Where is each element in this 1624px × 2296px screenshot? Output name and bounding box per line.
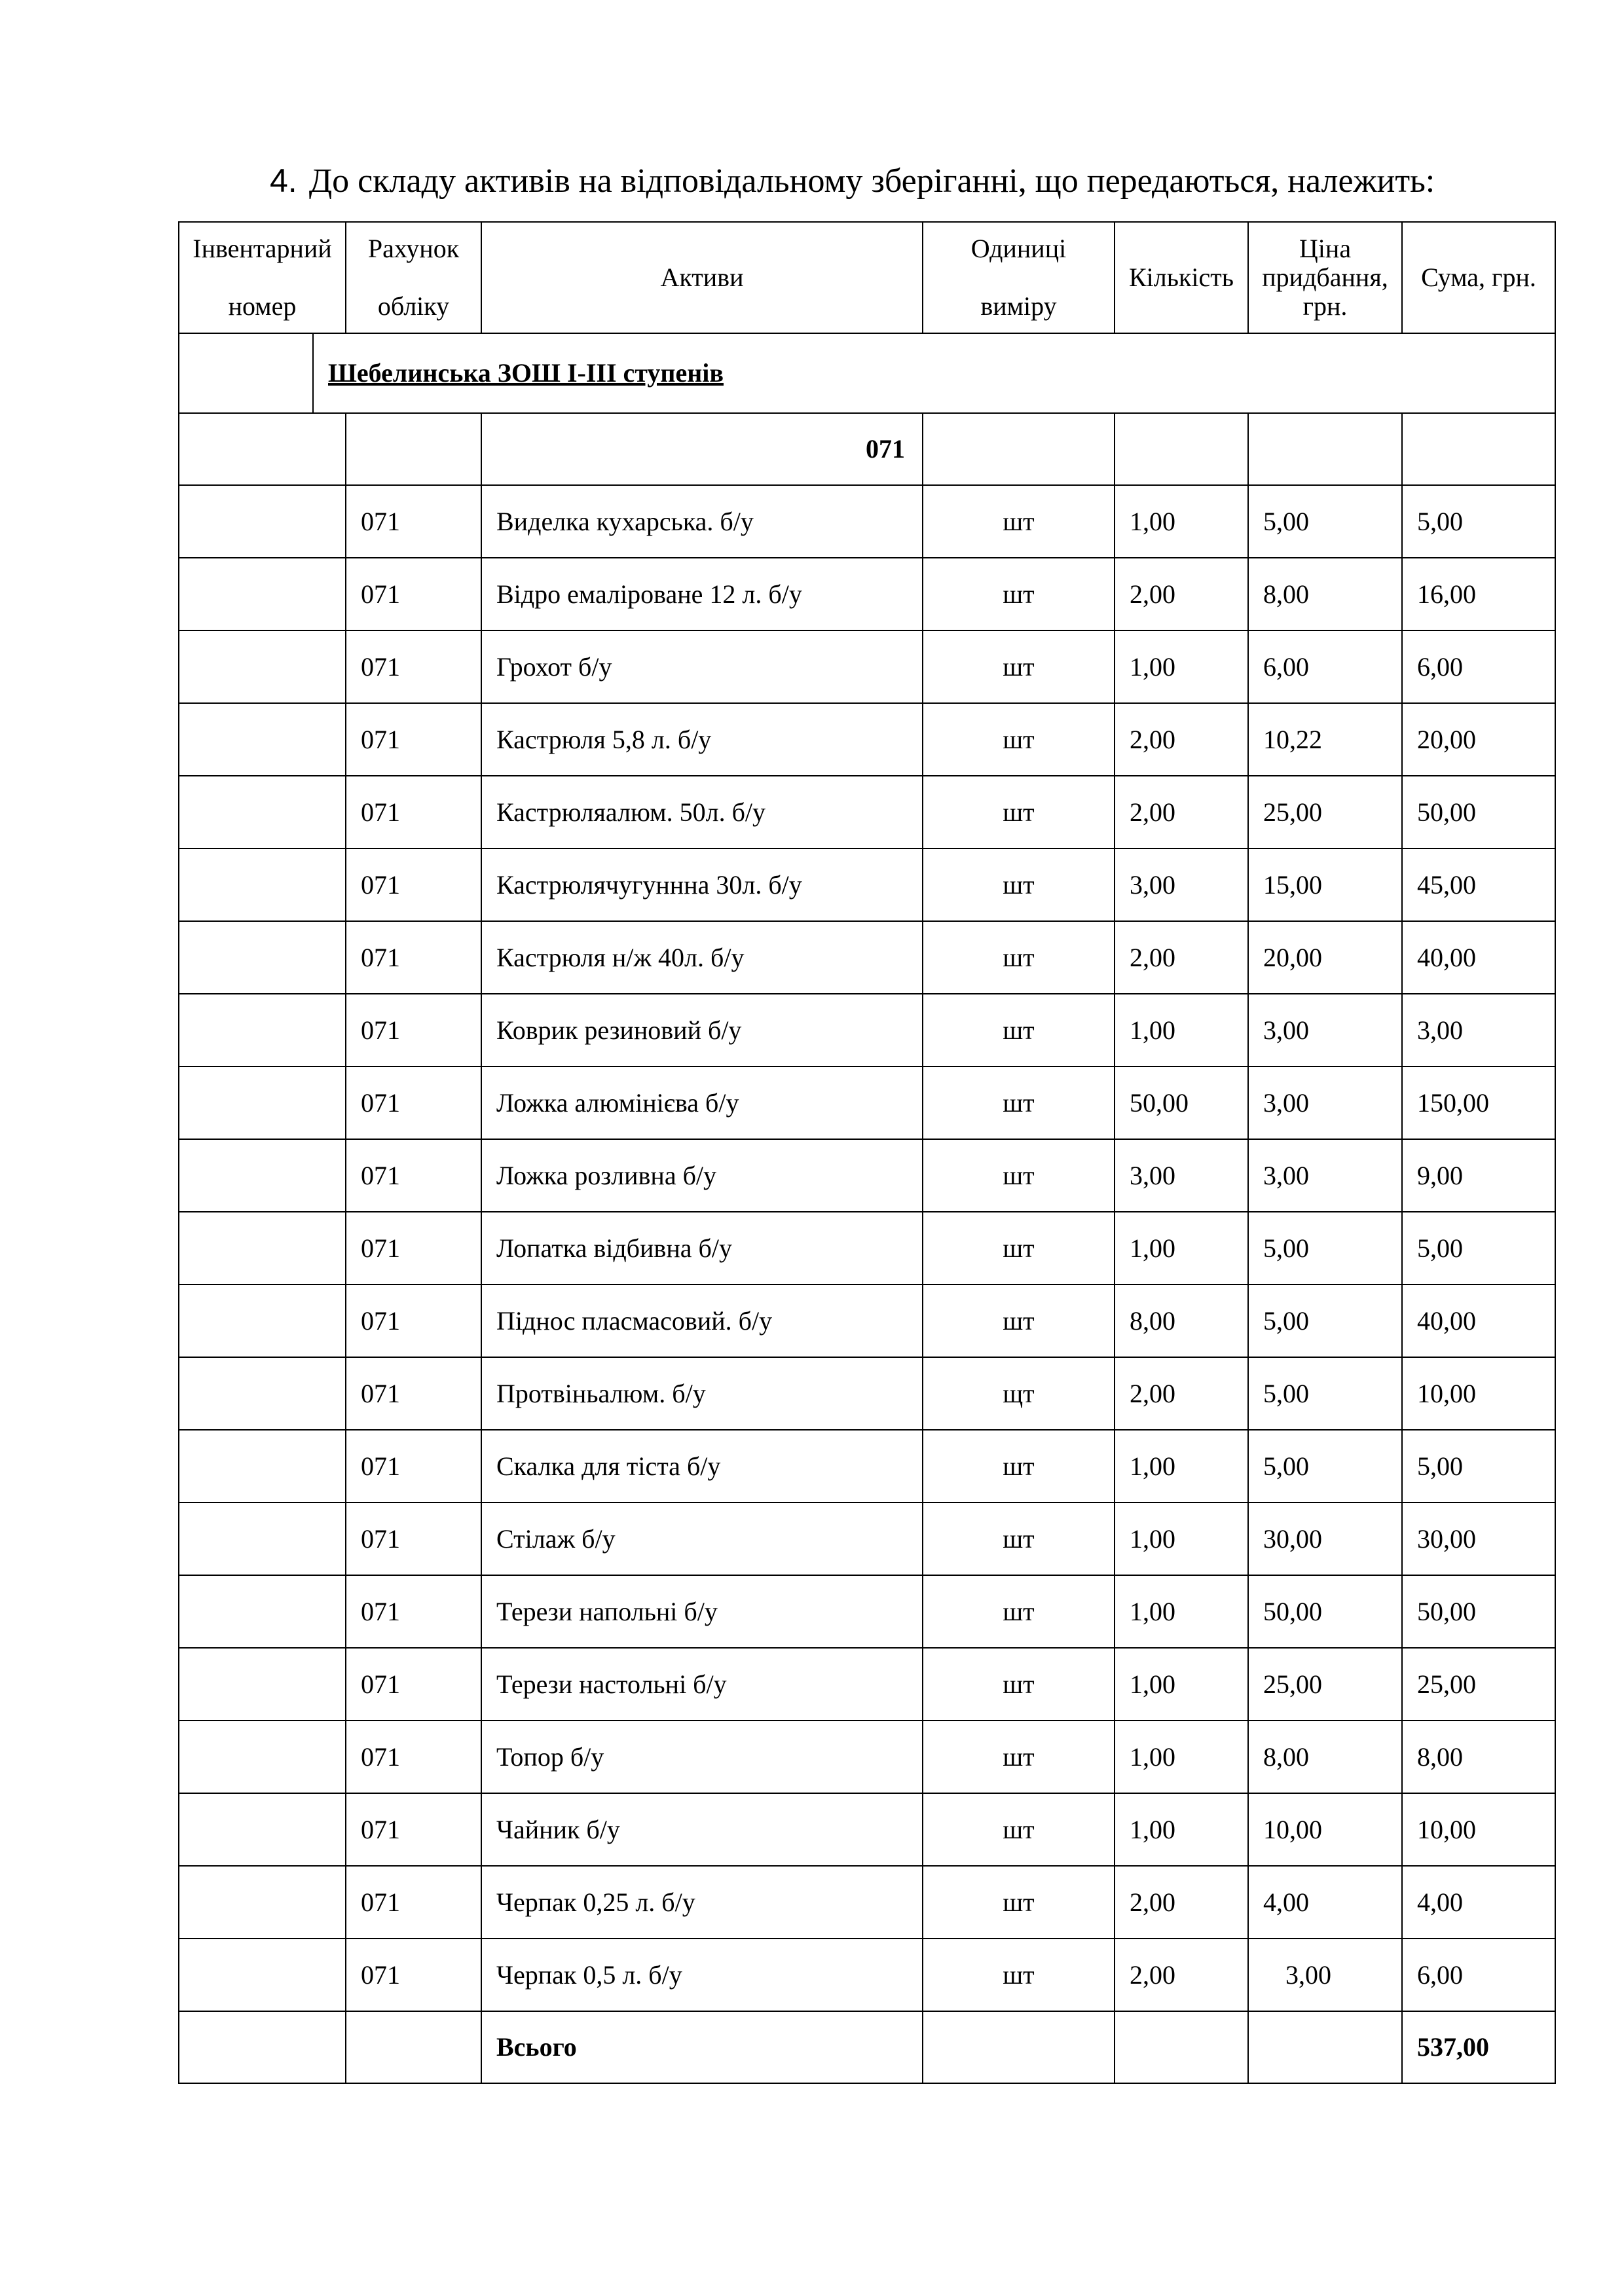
- unit-cell: шт: [923, 1503, 1115, 1575]
- quantity-cell: 50,00: [1115, 1066, 1248, 1139]
- quantity-cell: 1,00: [1115, 1503, 1248, 1575]
- table-row: [179, 1285, 1555, 1357]
- group-price-cell: [1248, 413, 1402, 485]
- header-unit-line2: виміру: [980, 291, 1057, 321]
- price-cell: 25,00: [1248, 1648, 1402, 1721]
- sum-cell: 30,00: [1402, 1503, 1555, 1575]
- inventory-number-cell: [179, 1430, 346, 1503]
- quantity-cell: 2,00: [1115, 776, 1248, 848]
- unit-cell: шт: [923, 1575, 1115, 1648]
- quantity-cell: 2,00: [1115, 558, 1248, 630]
- total-account-cell: [346, 2011, 481, 2083]
- table-row: [179, 776, 1555, 848]
- inventory-number-cell: [179, 1503, 346, 1575]
- account-cell: 071: [346, 848, 481, 921]
- unit-cell: шт: [923, 1866, 1115, 1939]
- unit-cell: шт: [923, 1139, 1115, 1212]
- sum-cell: 40,00: [1402, 921, 1555, 994]
- asset-name-cell: Відро емаліроване 12 л. б/у: [481, 558, 923, 630]
- inventory-number-cell: [179, 1648, 346, 1721]
- quantity-cell: 1,00: [1115, 1648, 1248, 1721]
- inventory-number-cell: [179, 848, 346, 921]
- total-label: Всього: [481, 2011, 923, 2083]
- group-sum-cell: [1402, 413, 1555, 485]
- school-spacer: [179, 334, 314, 412]
- inventory-number-cell: [179, 1139, 346, 1212]
- price-cell: 3,00: [1248, 994, 1402, 1066]
- header-account: [346, 222, 481, 333]
- quantity-cell: 2,00: [1115, 703, 1248, 776]
- sum-cell: 6,00: [1402, 1939, 1555, 2011]
- price-cell: 3,00: [1248, 1066, 1402, 1139]
- asset-name-cell: Топор б/у: [481, 1721, 923, 1793]
- asset-name-cell: Кастрюля 5,8 л. б/у: [481, 703, 923, 776]
- group-account-cell: [346, 413, 481, 485]
- account-cell: 071: [346, 1575, 481, 1648]
- asset-name-cell: Коврик резиновий б/у: [481, 994, 923, 1066]
- sum-cell: 5,00: [1402, 1212, 1555, 1285]
- asset-name-cell: Ложка розливна б/у: [481, 1139, 923, 1212]
- price-cell: 3,00: [1248, 1939, 1402, 2011]
- sum-cell: 50,00: [1402, 1575, 1555, 1648]
- sum-cell: 16,00: [1402, 558, 1555, 630]
- asset-name-cell: Піднос пласмасовий. б/у: [481, 1285, 923, 1357]
- price-cell: 6,00: [1248, 630, 1402, 703]
- header-unit: [923, 222, 1115, 333]
- asset-name-cell: Стілаж б/у: [481, 1503, 923, 1575]
- total-section: [179, 2011, 1555, 2083]
- price-cell: 10,00: [1248, 1793, 1402, 1866]
- table-row: [179, 848, 1555, 921]
- price-cell: 8,00: [1248, 1721, 1402, 1793]
- section-number: 4.: [270, 162, 297, 199]
- sum-cell: 8,00: [1402, 1721, 1555, 1793]
- group-row: [179, 413, 1555, 485]
- group-inventory-cell: [179, 413, 346, 485]
- sum-cell: 4,00: [1402, 1866, 1555, 1939]
- unit-cell: шт: [923, 485, 1115, 558]
- table-row: [179, 1793, 1555, 1866]
- price-cell: 25,00: [1248, 776, 1402, 848]
- price-cell: 30,00: [1248, 1503, 1402, 1575]
- price-cell: 4,00: [1248, 1866, 1402, 1939]
- account-cell: 071: [346, 1212, 481, 1285]
- price-cell: 3,00: [1248, 1139, 1402, 1212]
- unit-cell: шт: [923, 1721, 1115, 1793]
- table-row: [179, 1066, 1555, 1139]
- account-cell: 071: [346, 1939, 481, 2011]
- price-cell: 5,00: [1248, 1212, 1402, 1285]
- table-row: [179, 1139, 1555, 1212]
- section-heading: [270, 157, 1435, 205]
- price-cell: 5,00: [1248, 1285, 1402, 1357]
- total-inventory-cell: [179, 2011, 346, 2083]
- header-assets: Активи: [481, 222, 923, 333]
- quantity-cell: 1,00: [1115, 1212, 1248, 1285]
- header-inventory-line2: номер: [228, 291, 297, 321]
- unit-cell: шт: [923, 921, 1115, 994]
- account-cell: 071: [346, 1503, 481, 1575]
- sum-cell: 25,00: [1402, 1648, 1555, 1721]
- header-inventory-line1: Інвентарний: [193, 234, 332, 263]
- asset-name-cell: Грохот б/у: [481, 630, 923, 703]
- inventory-number-cell: [179, 1721, 346, 1793]
- account-cell: 071: [346, 1285, 481, 1357]
- inventory-number-cell: [179, 558, 346, 630]
- table-row: [179, 1430, 1555, 1503]
- inventory-number-cell: [179, 1066, 346, 1139]
- account-cell: 071: [346, 1357, 481, 1430]
- account-cell: 071: [346, 1430, 481, 1503]
- quantity-cell: 2,00: [1115, 1866, 1248, 1939]
- inventory-number-cell: [179, 1866, 346, 1939]
- section-heading-text: До складу активів на відповідальному зберіганні, що передаються, належить:: [308, 162, 1435, 200]
- asset-name-cell: Терези настольні б/у: [481, 1648, 923, 1721]
- inventory-number-cell: [179, 630, 346, 703]
- price-cell: 15,00: [1248, 848, 1402, 921]
- account-cell: 071: [346, 1793, 481, 1866]
- quantity-cell: 1,00: [1115, 1430, 1248, 1503]
- inventory-number-cell: [179, 776, 346, 848]
- asset-name-cell: Протвіньалюм. б/у: [481, 1357, 923, 1430]
- inventory-number-cell: [179, 1212, 346, 1285]
- assets-table: [178, 221, 1556, 2084]
- unit-cell: шт: [923, 1793, 1115, 1866]
- table-row: [179, 1866, 1555, 1939]
- quantity-cell: 2,00: [1115, 1357, 1248, 1430]
- table-row: [179, 1357, 1555, 1430]
- asset-name-cell: Виделка кухарська. б/у: [481, 485, 923, 558]
- table-row: [179, 703, 1555, 776]
- table-row: [179, 1575, 1555, 1648]
- account-cell: 071: [346, 630, 481, 703]
- group-code: 071: [481, 413, 923, 485]
- inventory-number-cell: [179, 921, 346, 994]
- unit-cell: шт: [923, 1066, 1115, 1139]
- table-row: [179, 921, 1555, 994]
- assets-table-body: [179, 222, 1555, 485]
- quantity-cell: 2,00: [1115, 921, 1248, 994]
- unit-cell: шт: [923, 848, 1115, 921]
- table-row: [179, 1721, 1555, 1793]
- inventory-number-cell: [179, 994, 346, 1066]
- inventory-number-cell: [179, 703, 346, 776]
- table-row: [179, 630, 1555, 703]
- unit-cell: шт: [923, 630, 1115, 703]
- sum-cell: 10,00: [1402, 1357, 1555, 1430]
- asset-name-cell: Ложка алюмінієва б/у: [481, 1066, 923, 1139]
- quantity-cell: 3,00: [1115, 848, 1248, 921]
- sum-cell: 5,00: [1402, 485, 1555, 558]
- total-price-cell: [1248, 2011, 1402, 2083]
- table-header-row: [179, 222, 1555, 333]
- account-cell: 071: [346, 994, 481, 1066]
- unit-cell: шт: [923, 703, 1115, 776]
- table-row: [179, 485, 1555, 558]
- table-row: [179, 1648, 1555, 1721]
- price-cell: 5,00: [1248, 1357, 1402, 1430]
- header-sum: Сума, грн.: [1402, 222, 1555, 333]
- asset-name-cell: Черпак 0,25 л. б/у: [481, 1866, 923, 1939]
- account-cell: 071: [346, 1721, 481, 1793]
- quantity-cell: 1,00: [1115, 994, 1248, 1066]
- sum-cell: 6,00: [1402, 630, 1555, 703]
- table-row: [179, 1939, 1555, 2011]
- total-row: [179, 2011, 1555, 2083]
- asset-name-cell: Лопатка відбивна б/у: [481, 1212, 923, 1285]
- asset-name-cell: Кастрюля н/ж 40л. б/у: [481, 921, 923, 994]
- account-cell: 071: [346, 703, 481, 776]
- account-cell: 071: [346, 921, 481, 994]
- table-row: [179, 994, 1555, 1066]
- account-cell: 071: [346, 1066, 481, 1139]
- asset-name-cell: Кастрюлячугуннна 30л. б/у: [481, 848, 923, 921]
- inventory-number-cell: [179, 1939, 346, 2011]
- school-name: Шебелинська ЗОШ I-III ступенів: [328, 358, 724, 388]
- price-cell: 20,00: [1248, 921, 1402, 994]
- sum-cell: 45,00: [1402, 848, 1555, 921]
- asset-name-cell: Терези напольні б/у: [481, 1575, 923, 1648]
- quantity-cell: 2,00: [1115, 1939, 1248, 2011]
- quantity-cell: 1,00: [1115, 630, 1248, 703]
- unit-cell: шт: [923, 1939, 1115, 2011]
- unit-cell: шт: [923, 1648, 1115, 1721]
- unit-cell: шт: [923, 1430, 1115, 1503]
- inventory-number-cell: [179, 1575, 346, 1648]
- item-rows: [179, 485, 1555, 2011]
- account-cell: 071: [346, 1139, 481, 1212]
- group-unit-cell: [923, 413, 1115, 485]
- sum-cell: 20,00: [1402, 703, 1555, 776]
- account-cell: 071: [346, 485, 481, 558]
- asset-name-cell: Черпак 0,5 л. б/у: [481, 1939, 923, 2011]
- header-account-line2: обліку: [377, 291, 450, 321]
- total-qty-cell: [1115, 2011, 1248, 2083]
- school-row: [179, 333, 1555, 413]
- quantity-cell: 1,00: [1115, 485, 1248, 558]
- unit-cell: шт: [923, 1285, 1115, 1357]
- inventory-number-cell: [179, 1285, 346, 1357]
- table-row: [179, 1212, 1555, 1285]
- inventory-number-cell: [179, 485, 346, 558]
- unit-cell: шт: [923, 558, 1115, 630]
- account-cell: 071: [346, 776, 481, 848]
- inventory-number-cell: [179, 1793, 346, 1866]
- unit-cell: шт: [923, 776, 1115, 848]
- asset-name-cell: Чайник б/у: [481, 1793, 923, 1866]
- price-cell: 5,00: [1248, 1430, 1402, 1503]
- sum-cell: 9,00: [1402, 1139, 1555, 1212]
- table-row: [179, 1503, 1555, 1575]
- group-qty-cell: [1115, 413, 1248, 485]
- header-quantity: Кількість: [1115, 222, 1248, 333]
- inventory-number-cell: [179, 1357, 346, 1430]
- quantity-cell: 3,00: [1115, 1139, 1248, 1212]
- quantity-cell: 1,00: [1115, 1721, 1248, 1793]
- price-cell: 10,22: [1248, 703, 1402, 776]
- header-price: Ціна придбання, грн.: [1248, 222, 1402, 333]
- table-row: [179, 558, 1555, 630]
- sum-cell: 150,00: [1402, 1066, 1555, 1139]
- total-sum: 537,00: [1402, 2011, 1555, 2083]
- header-inventory-number: [179, 222, 346, 333]
- account-cell: 071: [346, 558, 481, 630]
- unit-cell: щт: [923, 1357, 1115, 1430]
- unit-cell: шт: [923, 1212, 1115, 1285]
- quantity-cell: 8,00: [1115, 1285, 1248, 1357]
- price-cell: 50,00: [1248, 1575, 1402, 1648]
- account-cell: 071: [346, 1866, 481, 1939]
- header-account-line1: Рахунок: [367, 234, 460, 263]
- unit-cell: шт: [923, 994, 1115, 1066]
- sum-cell: 5,00: [1402, 1430, 1555, 1503]
- asset-name-cell: Кастрюляалюм. 50л. б/у: [481, 776, 923, 848]
- sum-cell: 3,00: [1402, 994, 1555, 1066]
- school-cell: [179, 333, 1555, 413]
- price-cell: 5,00: [1248, 485, 1402, 558]
- sum-cell: 50,00: [1402, 776, 1555, 848]
- header-unit-line1: Одиниці: [970, 234, 1067, 263]
- sum-cell: 10,00: [1402, 1793, 1555, 1866]
- quantity-cell: 1,00: [1115, 1793, 1248, 1866]
- price-cell: 8,00: [1248, 558, 1402, 630]
- quantity-cell: 1,00: [1115, 1575, 1248, 1648]
- total-unit-cell: [923, 2011, 1115, 2083]
- asset-name-cell: Скалка для тіста б/у: [481, 1430, 923, 1503]
- sum-cell: 40,00: [1402, 1285, 1555, 1357]
- account-cell: 071: [346, 1648, 481, 1721]
